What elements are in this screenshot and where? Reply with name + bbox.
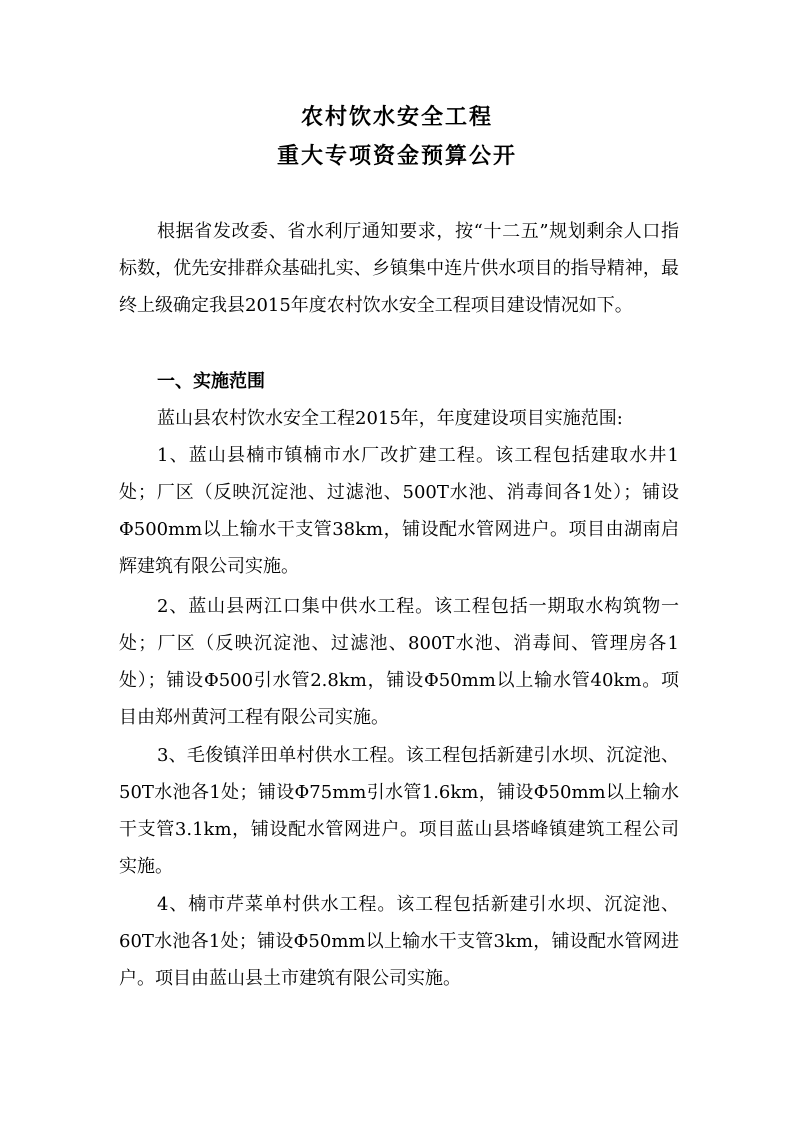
project-item-2: 2、蓝山县两江口集中供水工程。该工程包括一期取水构筑物一处；厂区（反映沉淀池、过滤池、800T水池、消毒间、管理房各1处）；铺设Φ500引水管2.8km，铺设Φ50mm以上输水管40km。项目由郑州黄河工程有限公司实施。 bbox=[119, 596, 680, 728]
section-lead-paragraph: 蓝山县农村饮水安全工程2015年，年度建设项目实施范围: bbox=[157, 408, 623, 429]
document-title-line1: 农村饮水安全工程 bbox=[300, 105, 493, 130]
section-heading: 一、实施范围 bbox=[157, 371, 265, 392]
project-item-4: 4、楠市芹菜单村供水工程。该工程包括新建引水坝、沉淀池、60T水池各1处；铺设Φ50mm以上输水干支管3km，铺设配水管网进户。项目由蓝山县土市建筑有限公司实施。 bbox=[119, 894, 679, 989]
intro-paragraph: 根据省发改委、省水利厅通知要求，按“十二五”规划剩余人口指标数，优先安排群众基础扎实、乡镇集中连片供水项目的指导精神，最终上级确定我县2015年度农村饮水安全工程项目建设情况如下。 bbox=[119, 221, 679, 316]
project-item-3: 3、毛俊镇洋田单村供水工程。该工程包括新建引水坝、沉淀池、50T水池各1处；铺设Φ75mm引水管1.6km，铺设Φ50mm以上输水干支管3.1km，铺设配水管网进户。项目蓝山县塔峰镇建筑工程公司实施。 bbox=[119, 745, 679, 877]
document-title-line2: 重大专项资金预算公开 bbox=[276, 144, 517, 169]
project-item-1: 1、蓝山县楠市镇楠市水厂改扩建工程。该工程包括建取水井1处；厂区（反映沉淀池、过滤池、500T水池、消毒间各1处）；铺设Φ500mm以上输水干支管38km，铺设配水管网进户。项目由湖南启辉建筑有限公司实施。 bbox=[119, 445, 679, 577]
